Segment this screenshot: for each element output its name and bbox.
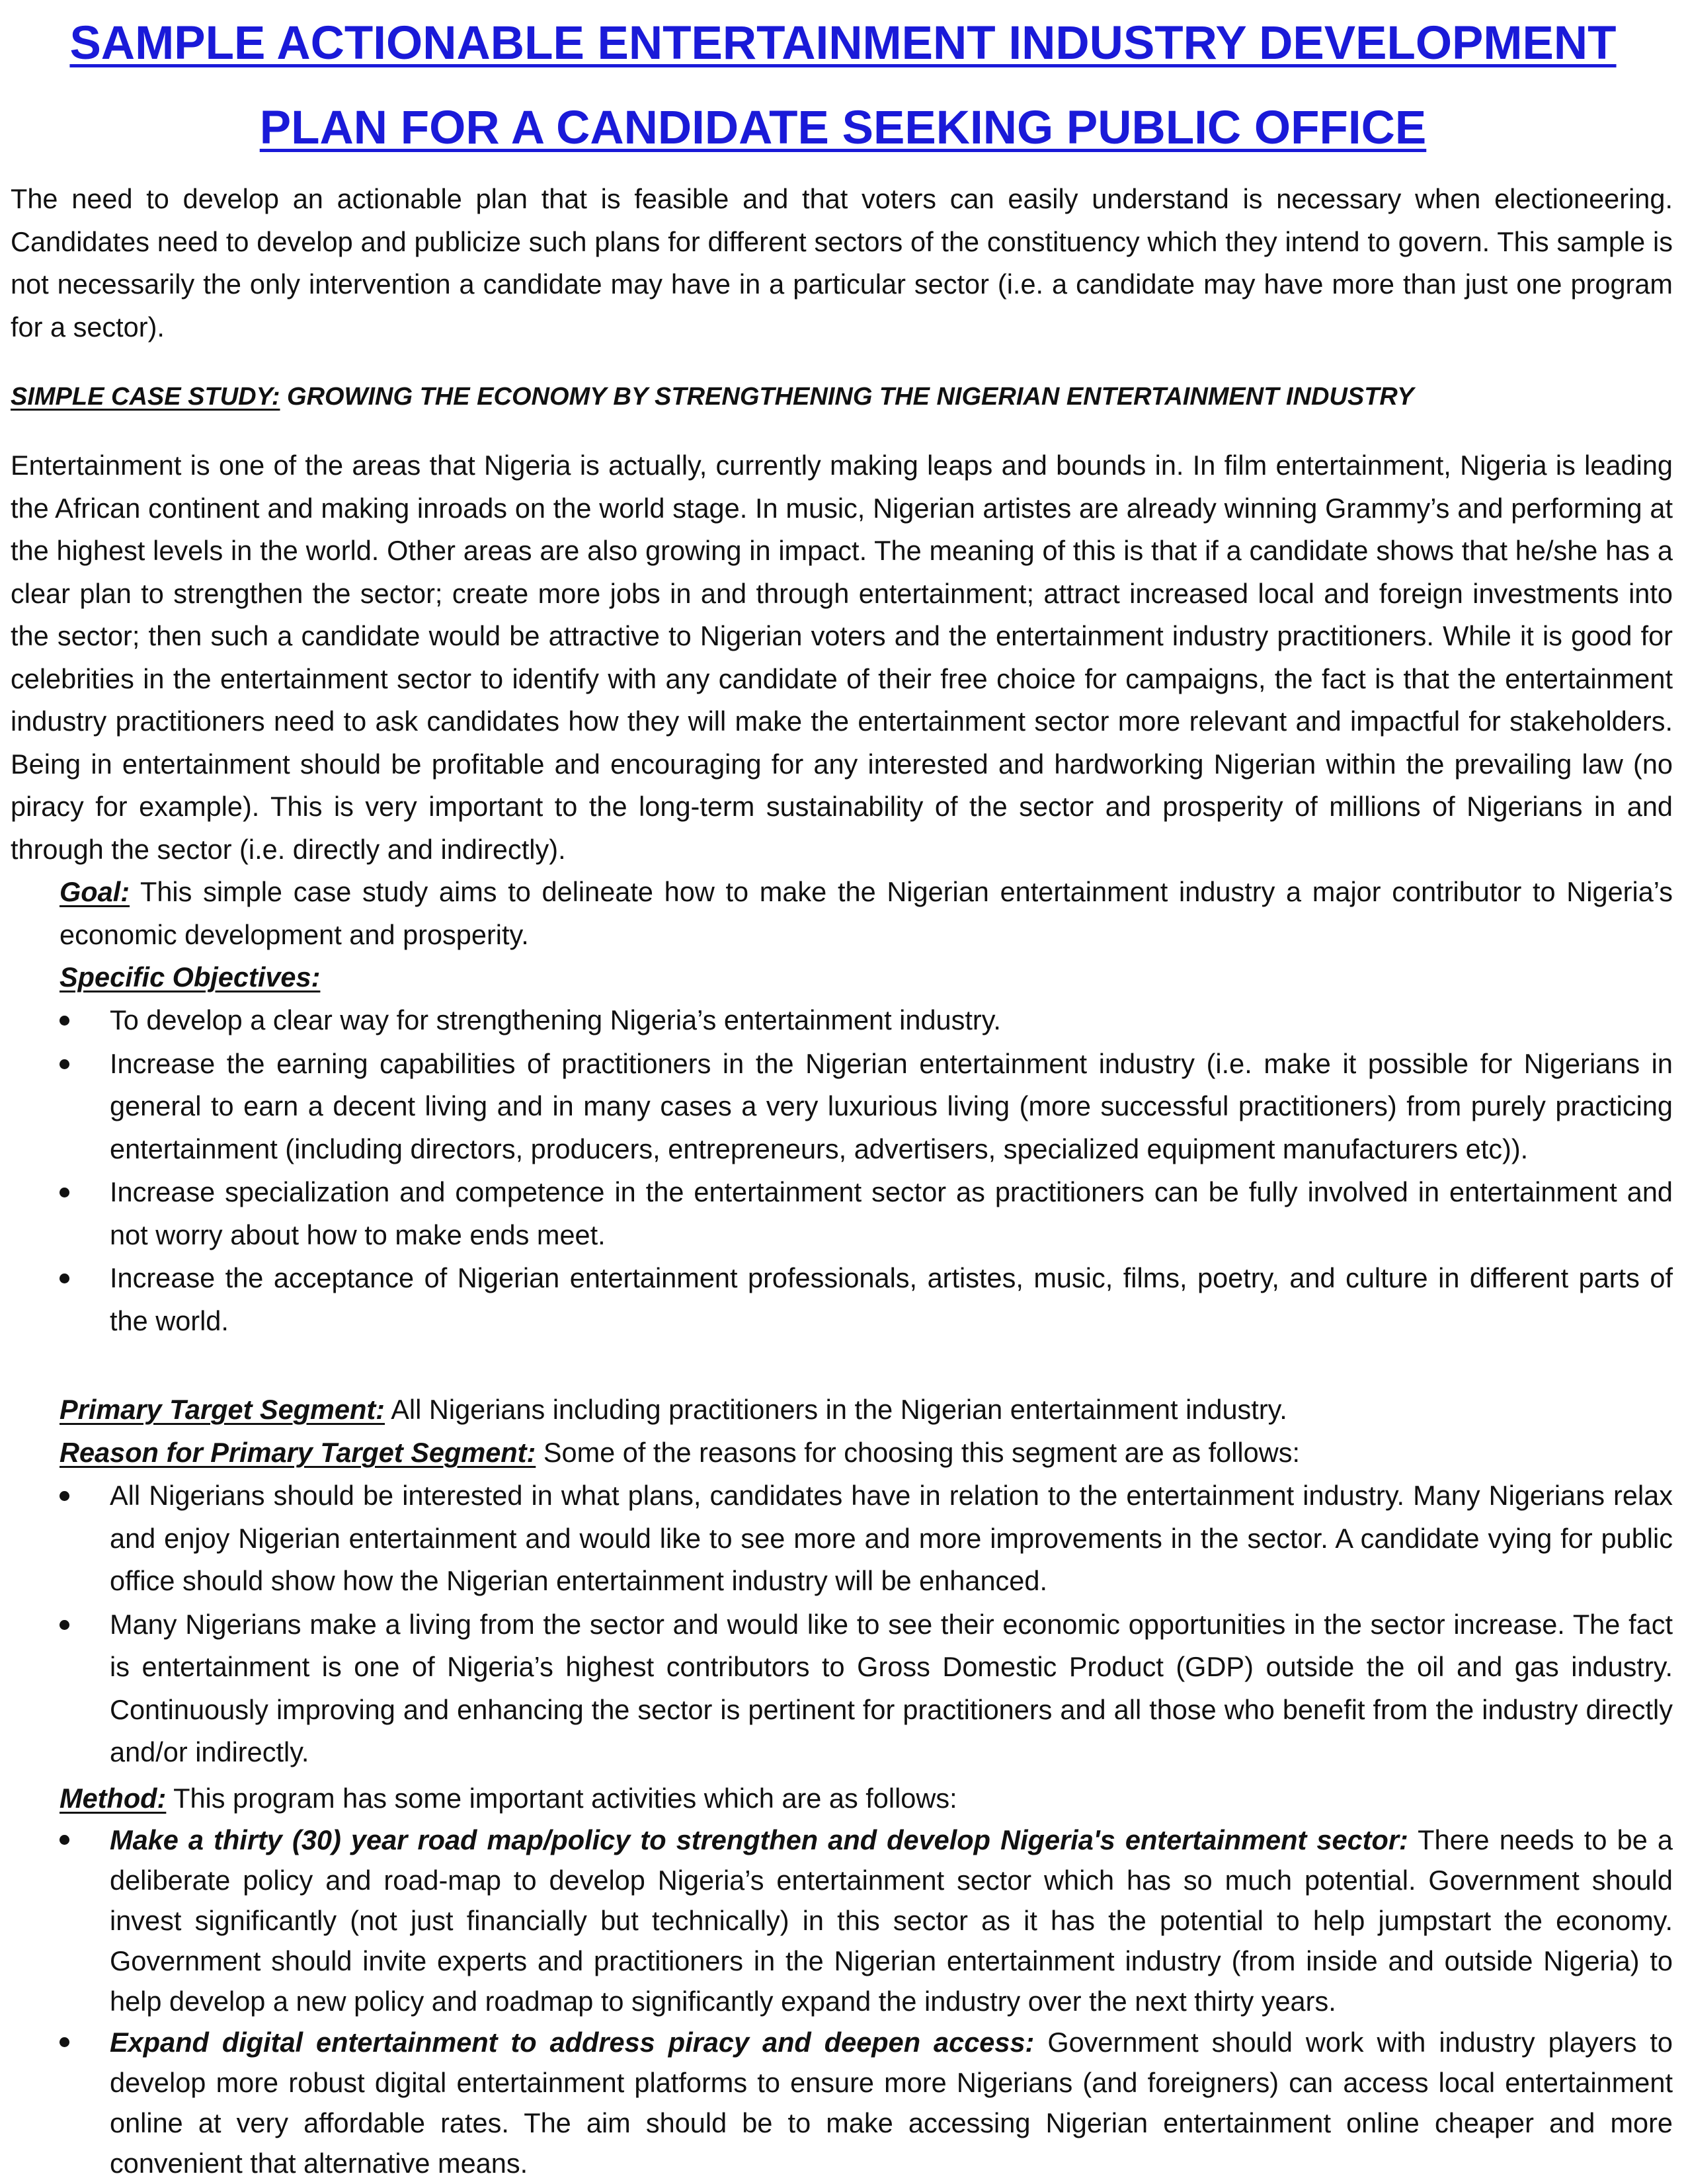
list-item bbox=[60, 1257, 1673, 1342]
list-item bbox=[60, 1171, 1673, 1256]
list-item-text: All Nigerians should be interested in what plans, candidates have in relation to the entertainment industry. Many Nigerians relax and enjoy Nigerian entertainment and would like to see more and more improvements in the sector. A candidate vying for public office should show how the Nigerian entertainment industry will be enhanced. bbox=[110, 1480, 1673, 1596]
objectives-label: Specific Objectives: bbox=[60, 961, 321, 992]
goal-text: This simple case study aims to delineate how to make the Nigerian entertainment industry a major contributor to Nigeria’s economic development and prosperity. bbox=[60, 876, 1673, 950]
goal-label: Goal: bbox=[60, 876, 130, 907]
bullet-icon bbox=[60, 1188, 69, 1197]
target-paragraph bbox=[60, 1389, 1673, 1432]
objectives-heading bbox=[60, 956, 1673, 999]
bullet-icon bbox=[60, 1620, 69, 1630]
intro-paragraph: The need to develop an actionable plan that is feasible and that voters can easily understand is necessary when electioneering. Candidates need to develop and publicize such plans for different sectors of the constituency which they intend to govern. This sample is not necessarily the only intervention a candidate may have in a particular sector (i.e. a candidate may have more than just one program for a sector). bbox=[11, 183, 1673, 343]
method-paragraph bbox=[60, 1777, 1673, 1820]
title-line-1: SAMPLE ACTIONABLE ENTERTAINMENT INDUSTRY DEVELOPMENT bbox=[69, 17, 1617, 69]
list-item bbox=[60, 1043, 1673, 1171]
reason-list bbox=[60, 1475, 1673, 1775]
list-item bbox=[60, 1820, 1673, 2021]
bullet-icon bbox=[60, 2037, 69, 2047]
target-text: All Nigerians including practitioners in the Nigerian entertainment industry. bbox=[385, 1394, 1287, 1425]
title-line-2: PLAN FOR A CANDIDATE SEEKING PUBLIC OFFICE bbox=[259, 102, 1427, 154]
target-label: Primary Target Segment: bbox=[60, 1394, 385, 1425]
list-item-text: Increase the earning capabilities of practitioners in the Nigerian entertainment industry (i.e. make it possible for Nigerians in general to earn a decent living and in many cases a very luxurious living (more successful practitioners) from purely practicing entertainment (including directors, producers, entrepreneurs, advertisers, specialized equipment manufacturers etc)). bbox=[110, 1047, 1673, 1164]
list-item bbox=[60, 999, 1673, 1042]
method-item-lead: Make a thirty (30) year road map/policy to strengthen and develop Nigeria's entertainment sector: bbox=[110, 1824, 1408, 1855]
bullet-icon bbox=[60, 1491, 69, 1501]
case-study-label: SIMPLE CASE STUDY: bbox=[11, 383, 280, 411]
reason-paragraph bbox=[60, 1432, 1673, 1475]
method-item-lead: Expand digital entertainment to address piracy and deepen access: bbox=[110, 2027, 1035, 2058]
overview-paragraph: Entertainment is one of the areas that Nigeria is actually, currently making leaps and bounds in. In film entertainment, Nigeria is leading the African continent and making inroads on the world stage. In music, Nigerian artistes are already winning Grammy’s and performing at the highest levels in the world. Other areas are also growing in impact. The meaning of this is that if a candidate shows that he/she has a clear plan to strengthen the sector; create more jobs in and through entertainment; attract increased local and foreign investments into the sector; then such a candidate would be attractive to Nigerian voters and the entertainment industry practitioners. While it is good for celebrities in the entertainment sector to identify with any candidate of their free choice for campaigns, the fact is that the entertainment industry practitioners need to ask candidates how they will make the entertainment sector more relevant and impactful for stakeholders. Being in entertainment should be profitable and encouraging for any interested and hardworking Nigerian within the prevailing law (no piracy for example). This is very important to the long-term sustainability of the sector and prosperity of millions of Nigerians in and through the sector (i.e. directly and indirectly). bbox=[11, 450, 1673, 865]
list-item-text: Increase specialization and competence in the entertainment sector as practitioners can be fully involved in entertainment and not worry about how to make ends meet. bbox=[110, 1176, 1673, 1250]
objectives-list bbox=[60, 999, 1673, 1343]
method-list bbox=[60, 1820, 1673, 2184]
document-title bbox=[20, 1, 1666, 171]
bullet-icon bbox=[60, 1835, 69, 1845]
case-study-heading bbox=[11, 376, 1673, 418]
method-text: This program has some important activities which are as follows: bbox=[166, 1783, 957, 1814]
goal-paragraph bbox=[60, 871, 1673, 956]
list-item-text: Increase the acceptance of Nigerian entertainment professionals, artistes, music, films, poetry, and culture in different parts of the world. bbox=[110, 1262, 1673, 1336]
list-item-text: To develop a clear way for strengthening Nigeria’s entertainment industry. bbox=[110, 1004, 1001, 1035]
list-item bbox=[60, 1603, 1673, 1774]
case-study-title: GROWING THE ECONOMY BY STRENGTHENING THE NIGERIAN ENTERTAINMENT INDUSTRY bbox=[280, 383, 1414, 411]
reason-label: Reason for Primary Target Segment: bbox=[60, 1437, 536, 1468]
method-label: Method: bbox=[60, 1783, 167, 1814]
bullet-icon bbox=[60, 1059, 69, 1069]
bullet-icon bbox=[60, 1274, 69, 1283]
list-item bbox=[60, 1475, 1673, 1603]
method-item-text: There needs to be a deliberate policy and road-map to develop Nigeria’s entertainment sector which has so much potential. Government should invest significantly (not just financially but technically) in this sector as it has the potential to help jumpstart the economy. Government should invite experts and practitioners in the Nigerian entertainment industry (from inside and outside Nigeria) to help develop a new policy and roadmap to significantly expand the industry over the next thirty years. bbox=[110, 1824, 1673, 2017]
list-item bbox=[60, 2022, 1673, 2183]
reason-text: Some of the reasons for choosing this segment are as follows: bbox=[536, 1437, 1300, 1468]
list-item-text: Many Nigerians make a living from the sector and would like to see their economic opportunities in the sector increase. The fact is entertainment is one of Nigeria’s highest contributors to Gross Domestic Product (GDP) outside the oil and gas industry. Continuously improving and enhancing the sector is pertinent for practitioners and all those who benefit from the industry directly and/or indirectly. bbox=[110, 1608, 1673, 1767]
method-item-text: Government should work with industry players to develop more robust digital entertainment platforms to ensure more Nigerians (and foreigners) can access local entertainment online at very affordable rates. The aim should be to make accessing Nigerian entertainment online cheaper and more convenient that alternative means. bbox=[110, 2027, 1673, 2179]
bullet-icon bbox=[60, 1016, 69, 1026]
